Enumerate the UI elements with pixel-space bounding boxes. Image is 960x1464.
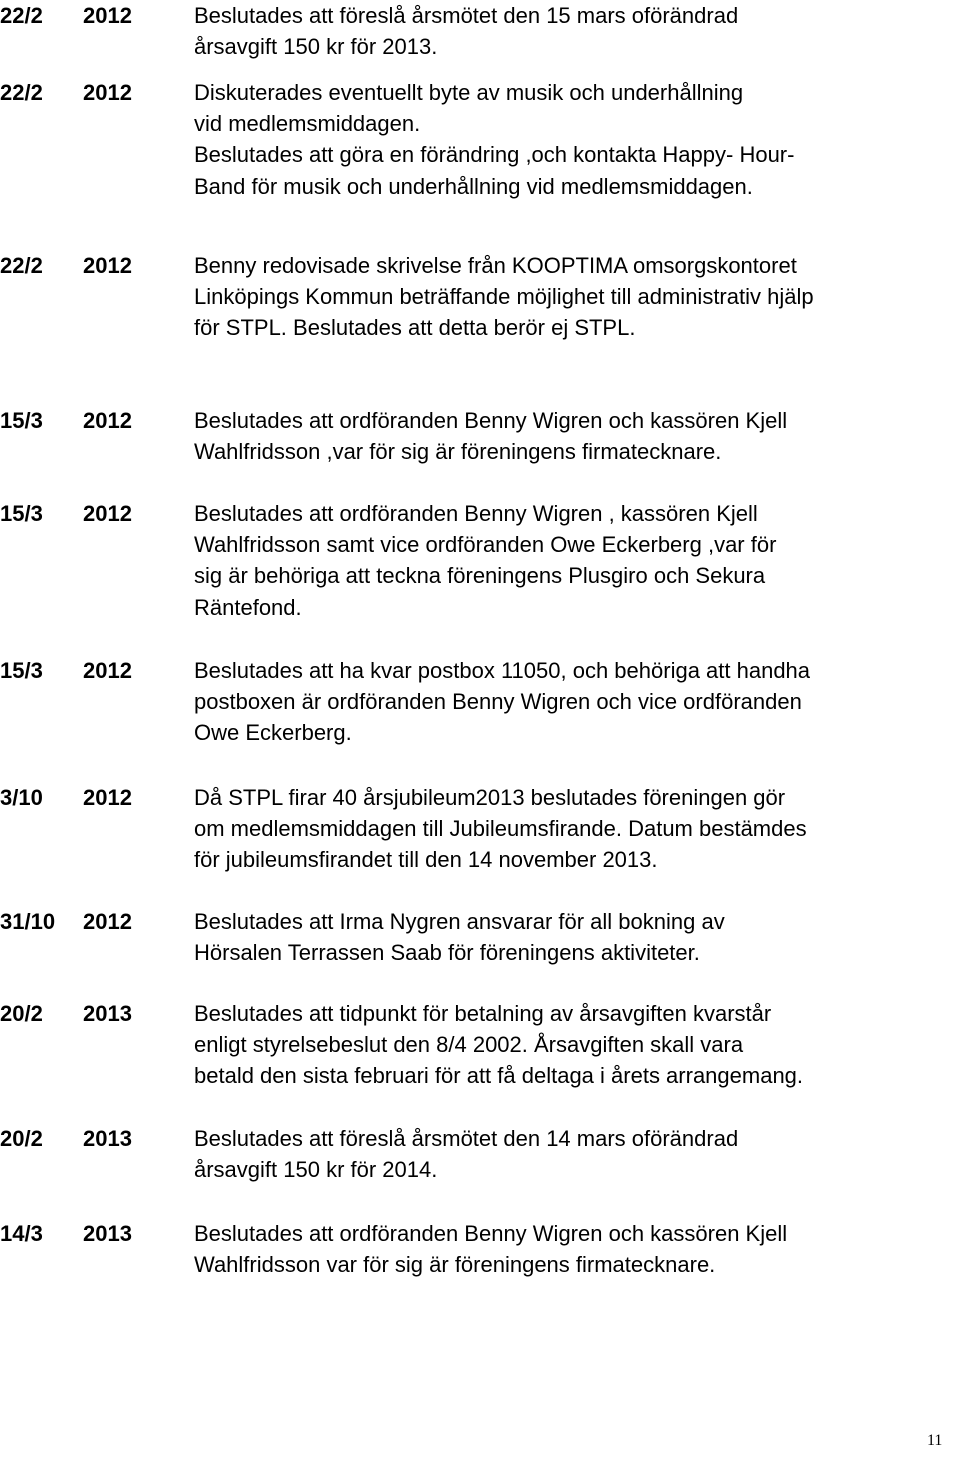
entry-text-line: Räntefond. bbox=[194, 594, 302, 620]
entry-date: 14/3 bbox=[0, 1221, 43, 1246]
entry-text-line: Då STPL firar 40 årsjubileum2013 beslutades föreningen gör bbox=[194, 785, 786, 810]
entry-date: 3/10 bbox=[0, 785, 43, 810]
entry-text-line: vid medlemsmiddagen. bbox=[194, 111, 421, 137]
entry-text-line: betald den sista februari för att få deltaga i årets arrangemang. bbox=[194, 1063, 804, 1089]
entry-year: 2012 bbox=[83, 3, 132, 28]
entry-date: 22/2 bbox=[0, 253, 43, 278]
entry-text-line: Wahlfridsson ,var för sig är föreningens firmatecknare. bbox=[194, 439, 722, 465]
entry-text-line: för jubileumsfirandet till den 14 november 2013. bbox=[194, 847, 658, 873]
entry-year: 2012 bbox=[83, 501, 132, 526]
entry-text-line: för STPL. Beslutades att detta berör ej STPL. bbox=[194, 315, 636, 341]
entry-date: 20/2 bbox=[0, 1001, 43, 1026]
entry-text-line: sig är behöriga att teckna föreningens Plusgiro och Sekura bbox=[194, 563, 766, 589]
entry-date: 31/10 bbox=[0, 909, 56, 934]
entry-text bbox=[194, 405, 958, 467]
entry-date: 15/3 bbox=[0, 501, 43, 526]
entry-text-line: Beslutades att ordföranden Benny Wigren och kassören Kjell bbox=[194, 1221, 788, 1246]
entry-text bbox=[194, 1218, 958, 1280]
entry-text-line: Diskuterades eventuellt byte av musik och underhållning bbox=[194, 80, 744, 105]
entry-year: 2013 bbox=[83, 1126, 132, 1151]
entry-year: 2013 bbox=[83, 1221, 132, 1246]
entry-text bbox=[194, 250, 958, 344]
entry-text-line: Beslutades att Irma Nygren ansvarar för all bokning av bbox=[194, 909, 725, 934]
entry-text bbox=[194, 1123, 958, 1185]
entry-text-line: Owe Eckerberg. bbox=[194, 720, 352, 746]
entry-date: 22/2 bbox=[0, 80, 43, 105]
entry-year: 2012 bbox=[83, 909, 132, 934]
entry-text-line: enligt styrelsebeslut den 8/4 2002. Årsavgiften skall vara bbox=[194, 1032, 744, 1058]
entry-text bbox=[194, 498, 958, 623]
page-number: 11 bbox=[927, 1432, 943, 1449]
entry-text-line: Beslutades att göra en förändring ,och kontakta Happy- Hour- bbox=[194, 142, 795, 168]
entry-year: 2012 bbox=[83, 80, 132, 105]
entry-text bbox=[194, 655, 958, 749]
entry-text-line: Beslutades att ha kvar postbox 11050, och behöriga att handha bbox=[194, 658, 811, 683]
entry-text-line: Beslutades att tidpunkt för betalning av årsavgiften kvarstår bbox=[194, 1001, 772, 1026]
entry-date: 20/2 bbox=[0, 1126, 43, 1151]
entry-year: 2012 bbox=[83, 785, 132, 810]
entry-text bbox=[194, 998, 958, 1092]
entry-year: 2013 bbox=[83, 1001, 132, 1026]
entry-date: 15/3 bbox=[0, 408, 43, 433]
entry-text-line: årsavgift 150 kr för 2014. bbox=[194, 1157, 438, 1183]
entry-year: 2012 bbox=[83, 658, 132, 683]
entry-text-line: Hörsalen Terrassen Saab för föreningens aktiviteter. bbox=[194, 940, 700, 966]
entry-text-line: Beslutades att ordföranden Benny Wigren och kassören Kjell bbox=[194, 408, 788, 433]
entry-text-line: om medlemsmiddagen till Jubileumsfirande. Datum bestämdes bbox=[194, 816, 807, 842]
entry-text-line: årsavgift 150 kr för 2013. bbox=[194, 34, 438, 60]
entry-date: 22/2 bbox=[0, 3, 43, 28]
entry-text bbox=[194, 0, 958, 62]
entry-text bbox=[194, 77, 958, 202]
entry-text-line: Beslutades att föreslå årsmötet den 14 mars oförändrad bbox=[194, 1126, 739, 1151]
entry-text-line: Benny redovisade skrivelse från KOOPTIMA omsorgskontoret bbox=[194, 253, 797, 278]
entry-date: 15/3 bbox=[0, 658, 43, 683]
entry-text-line: Wahlfridsson var för sig är föreningens firmatecknare. bbox=[194, 1252, 716, 1278]
entry-text-line: postboxen är ordföranden Benny Wigren och vice ordföranden bbox=[194, 689, 802, 715]
entry-text-line: Wahlfridsson samt vice ordföranden Owe Eckerberg ,var för bbox=[194, 532, 777, 558]
entry-year: 2012 bbox=[83, 408, 132, 433]
entry-text-line: Beslutades att ordföranden Benny Wigren , kassören Kjell bbox=[194, 501, 758, 526]
entry-text-line: Beslutades att föreslå årsmötet den 15 mars oförändrad bbox=[194, 3, 739, 28]
entry-text-line: Band för musik och underhållning vid medlemsmiddagen. bbox=[194, 173, 753, 199]
entry-text-line: Linköpings Kommun beträffande möjlighet till administrativ hjälp bbox=[194, 284, 814, 310]
entry-year: 2012 bbox=[83, 253, 132, 278]
entry-text bbox=[194, 782, 958, 876]
entry-text bbox=[194, 906, 958, 968]
